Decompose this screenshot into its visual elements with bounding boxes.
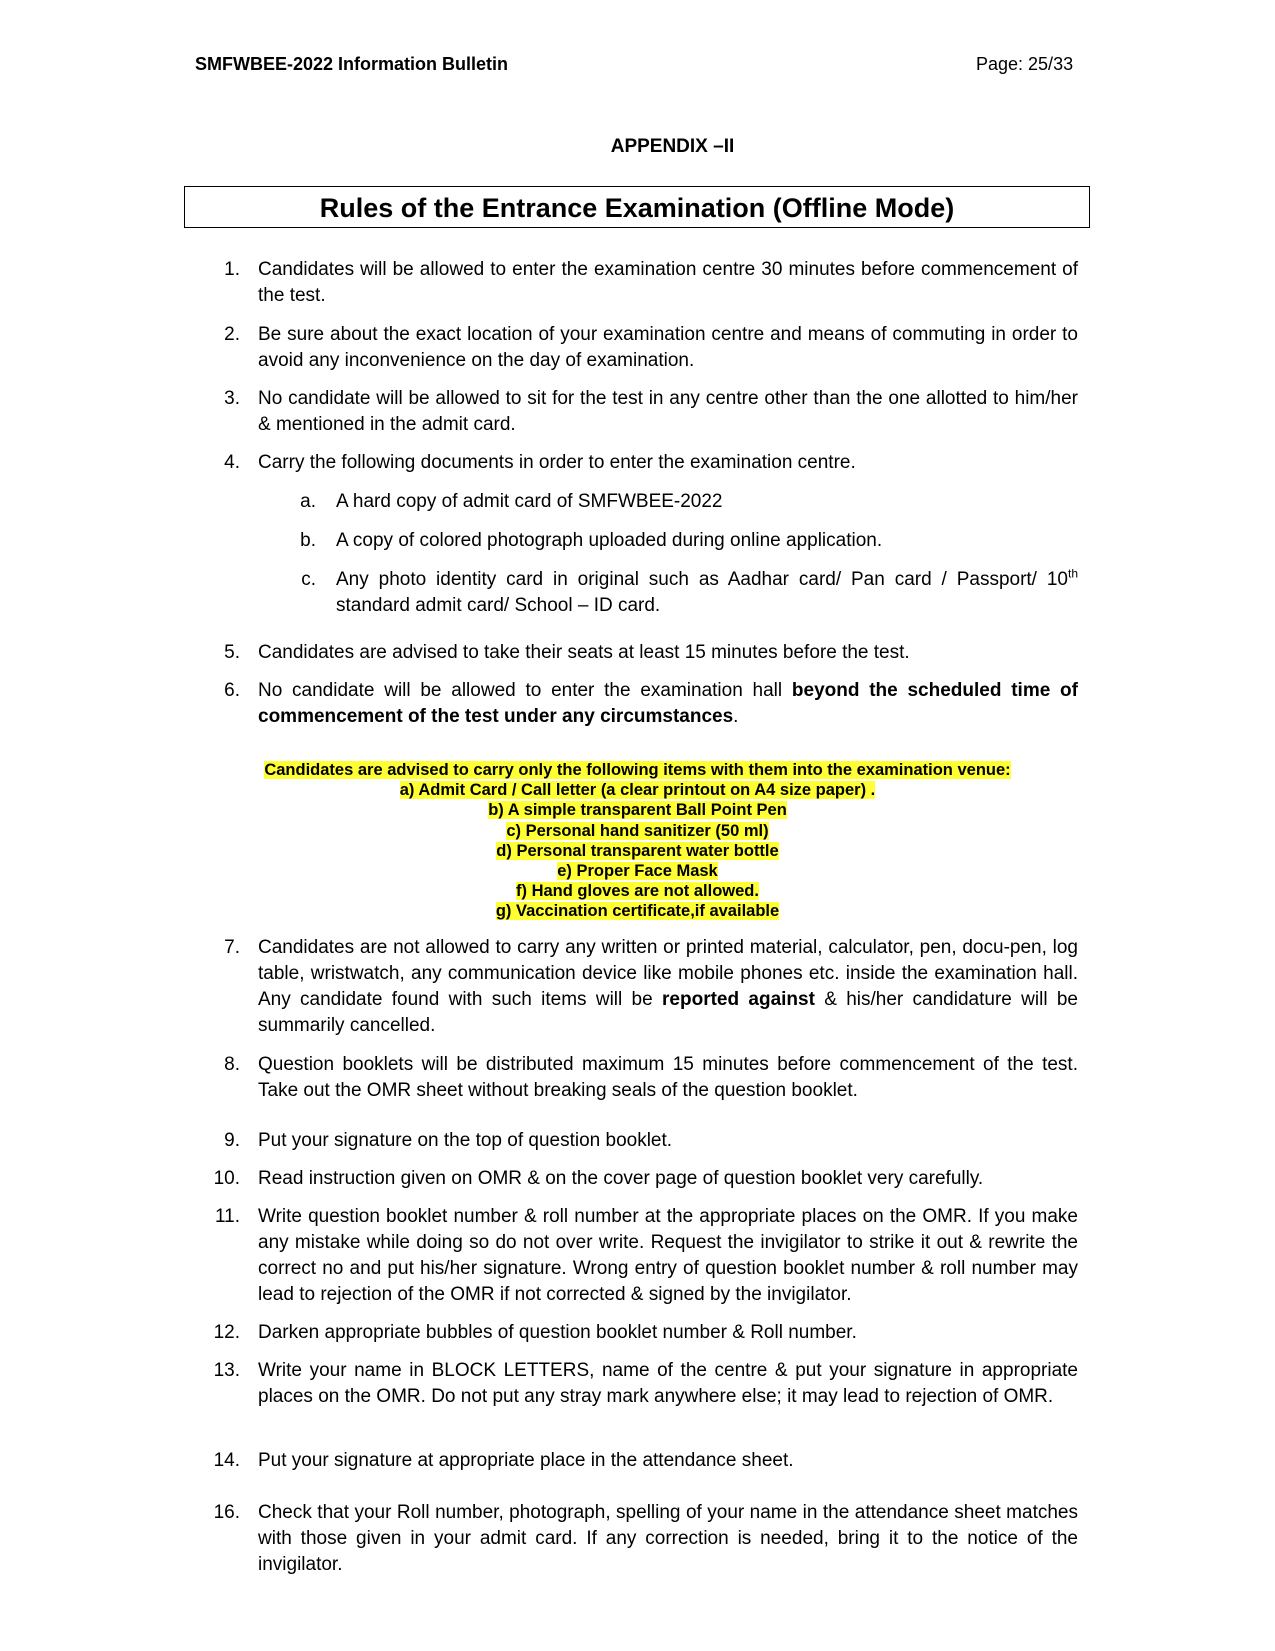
notice-line: g) Vaccination certificate,if available: [495, 902, 780, 921]
highlighted-items-notice: [0, 760, 1275, 922]
page-number: Page: 25/33: [976, 54, 1074, 74]
header-title: SMFWBEE-2022 Information Bulletin: [195, 54, 509, 74]
item-number: 7.: [224, 937, 240, 958]
notice-line: d) Personal transparent water bottle: [496, 841, 779, 860]
item-text: Put your signature at appropriate place in the attendance sheet.: [258, 1450, 794, 1471]
notice-line: c) Personal hand sanitizer (50 ml): [506, 821, 769, 840]
item-text: Read instruction given on OMR & on the cover page of question booklet very carefully.: [258, 1168, 984, 1189]
notice-line: a) Admit Card / Call letter (a clear printout on A4 size paper) .: [399, 781, 876, 800]
item-text: No candidate will be allowed to sit for the test in any centre other than the one allotted to him/her & mentioned in the admit card.: [258, 388, 1078, 435]
item-text: Check that your Roll number, photograph, spelling of your name in the attendance sheet matches with those given in your admit card. If any correction is needed, bring it to the notice of the invigilator.: [258, 1502, 1078, 1575]
item-number: 4.: [224, 452, 240, 473]
item-text: Carry the following documents in order to enter the examination centre.: [258, 452, 856, 473]
item-text: Question booklets will be distributed maximum 15 minutes before commencement of the test. Take out the OMR sheet without breaking seals of the question booklet.: [258, 1054, 1078, 1101]
item-text: Candidates are advised to take their seats at least 15 minutes before the test.: [258, 642, 910, 663]
notice-line: Candidates are advised to carry only the following items with them into the examination venue:: [264, 761, 1011, 779]
item-number: 3.: [224, 388, 240, 409]
item-text: Write question booklet number & roll number at the appropriate places on the OMR. If you make any mistake while doing so do not over write. Request the invigilator to strike it out & rewrite the correct no and put his/her signature. Wrong entry of question booklet number & roll number may lead to rejection of the OMR if not corrected & signed by the invigilator.: [258, 1206, 1078, 1305]
notice-line: f) Hand gloves are not allowed.: [516, 882, 759, 901]
item-letter: a.: [300, 491, 316, 512]
item-number: 13.: [213, 1360, 240, 1381]
appendix-heading: APPENDIX –II: [610, 136, 735, 157]
item-text: Any photo identity card in original such as Aadhar card/ Pan card / Passport/ 10th standard admit card/ School – ID card.: [336, 566, 1078, 616]
item-text: Write your name in BLOCK LETTERS, name of the centre & put your signature in appropriate places on the OMR. Do not put any stray mark anywhere else; it may lead to rejection of OMR.: [258, 1360, 1078, 1407]
item-text: Darken appropriate bubbles of question booklet number & Roll number.: [258, 1322, 857, 1343]
item-number: 2.: [224, 324, 240, 345]
item-number: 12.: [213, 1322, 240, 1343]
item-letter: b.: [300, 530, 316, 551]
item-letter: c.: [301, 569, 316, 590]
item-number: 9.: [224, 1130, 240, 1151]
item-text: Candidates are not allowed to carry any written or printed material, calculator, pen, docu-pen, log table, wristwatch, any communication device like mobile phones etc. inside the examination hall. Any candidate found with such items will be reported against & his/her candidature will be summarily cancelled.: [258, 937, 1078, 1036]
item-text: No candidate will be allowed to enter the examination hall beyond the scheduled time of commencement of the test under any circumstances.: [258, 680, 1078, 727]
page-title: Rules of the Entrance Examination (Offline Mode): [184, 186, 1090, 228]
item-number: 8.: [224, 1054, 240, 1075]
item-number: 6.: [224, 680, 240, 701]
item-number: 1.: [224, 259, 240, 280]
notice-line: b) A simple transparent Ball Point Pen: [488, 801, 787, 820]
item-number: 14.: [213, 1450, 240, 1471]
item-number: 16.: [213, 1502, 240, 1523]
item-text: Be sure about the exact location of your examination centre and means of commuting in order to avoid any inconvenience on the day of examination.: [258, 324, 1078, 371]
item-text: A copy of colored photograph uploaded during online application.: [336, 530, 883, 551]
item-number: 11.: [214, 1206, 240, 1227]
item-number: 10.: [213, 1168, 240, 1189]
notice-line: e) Proper Face Mask: [557, 862, 718, 881]
item-text: A hard copy of admit card of SMFWBEE-2022: [336, 491, 723, 512]
item-number: 5.: [224, 642, 240, 663]
item-text: Candidates will be allowed to enter the examination centre 30 minutes before commencement of the test.: [258, 259, 1078, 306]
item-text: Put your signature on the top of question booklet.: [258, 1130, 673, 1151]
